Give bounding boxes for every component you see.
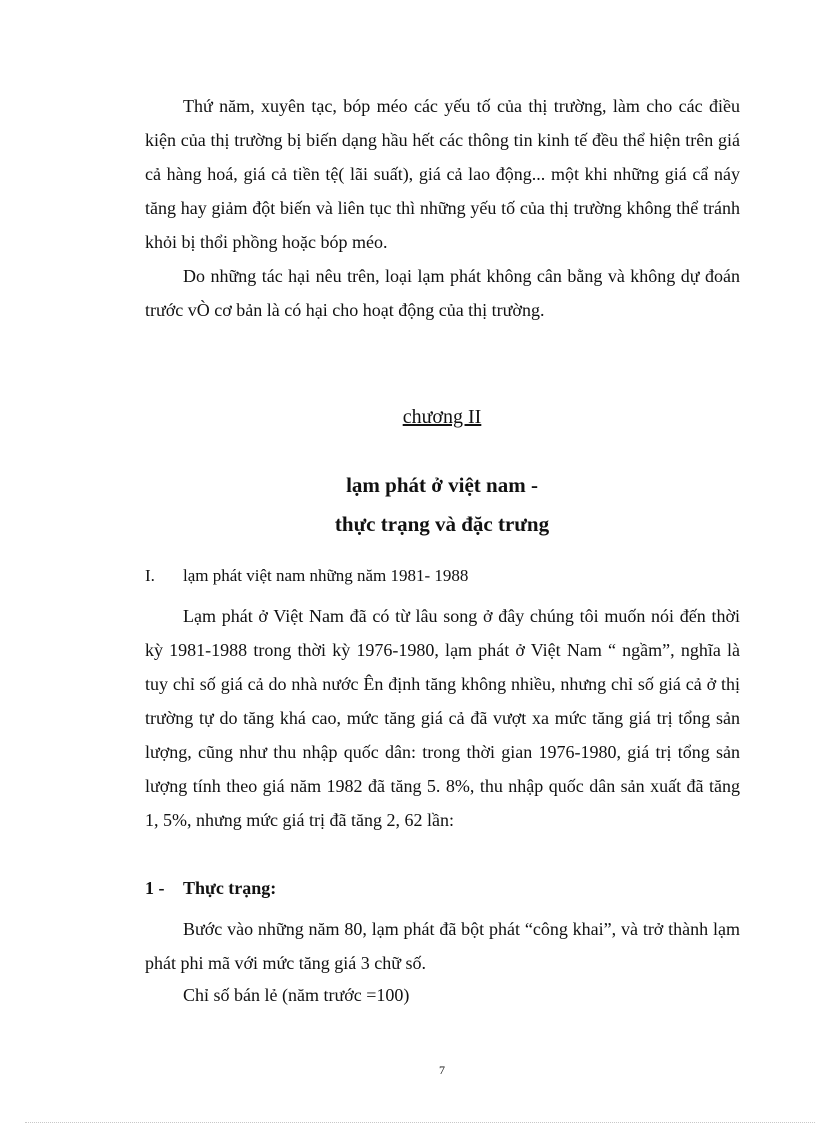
section-title: lạm phát việt nam những năm 1981- 1988	[183, 566, 469, 585]
page-number: 7	[439, 1063, 445, 1077]
paragraph-conclusion: Do những tác hại nêu trên, loại lạm phát không cân bằng và không dự đoán trước vÒ cơ bản là có hại cho hoạt động của thị trường.	[145, 266, 740, 320]
subsection-title: Thực trạng:	[183, 878, 277, 898]
chapter-title-line-1: lạm phát ở việt nam -	[346, 473, 538, 497]
paragraph-effects-fifth: Thứ năm, xuyên tạc, bóp méo các yếu tố của thị trường, làm cho các điều kiện của thị trường bị biến dạng hầu hết các thông tin kinh tế đều thể hiện trên giá cả hàng hoá, giá cả tiền tệ( lãi suất), giá cả lao động... một khi những giá cẩ náy tăng hay giảm đột biến và liên tục thì những yếu tố của thị trường không thể tránh khỏi bị thổi phồng hoặc bóp méo.	[145, 96, 740, 252]
section-number: I.	[145, 566, 155, 585]
chapter-label: chương II	[402, 406, 482, 428]
paragraph-inflation-history: Lạm phát ở Việt Nam đã có từ lâu song ở đây chúng tôi muốn nói đến thời kỳ 1981-1988 trong thời kỳ 1976-1980, lạm phát ở Việt Nam “ ngầm”, nghĩa là tuy chỉ số giá cả do nhà nước Ên định tăng không nhiều, nhưng chỉ số giá cả ở thị trường tự do tăng khá cao, mức tăng giá cả đã vượt xa mức tăng giá trị tổng sản lượng, cũng như thu nhập quốc dân: trong thời gian 1976-1980, giá trị tổng sản lượng tính theo giá năm 1982 đã tăng 5. 8%, thu nhập quốc dân sản xuất đã tăng 1, 5%, nhưng mức giá trị đã tăng 2, 62 lần:	[145, 606, 740, 830]
subsection-number: 1 -	[145, 878, 165, 898]
retail-index-caption: Chỉ số bán lẻ (năm trước =100)	[183, 985, 410, 1005]
chapter-title-line-2: thực trạng và đặc trưng	[334, 512, 550, 536]
paragraph-eighties: Bước vào những năm 80, lạm phát đã bột phát “công khai”, và trở thành lạm phát phi mã với mức tăng giá 3 chữ số.	[145, 919, 740, 973]
section-heading	[145, 566, 740, 596]
